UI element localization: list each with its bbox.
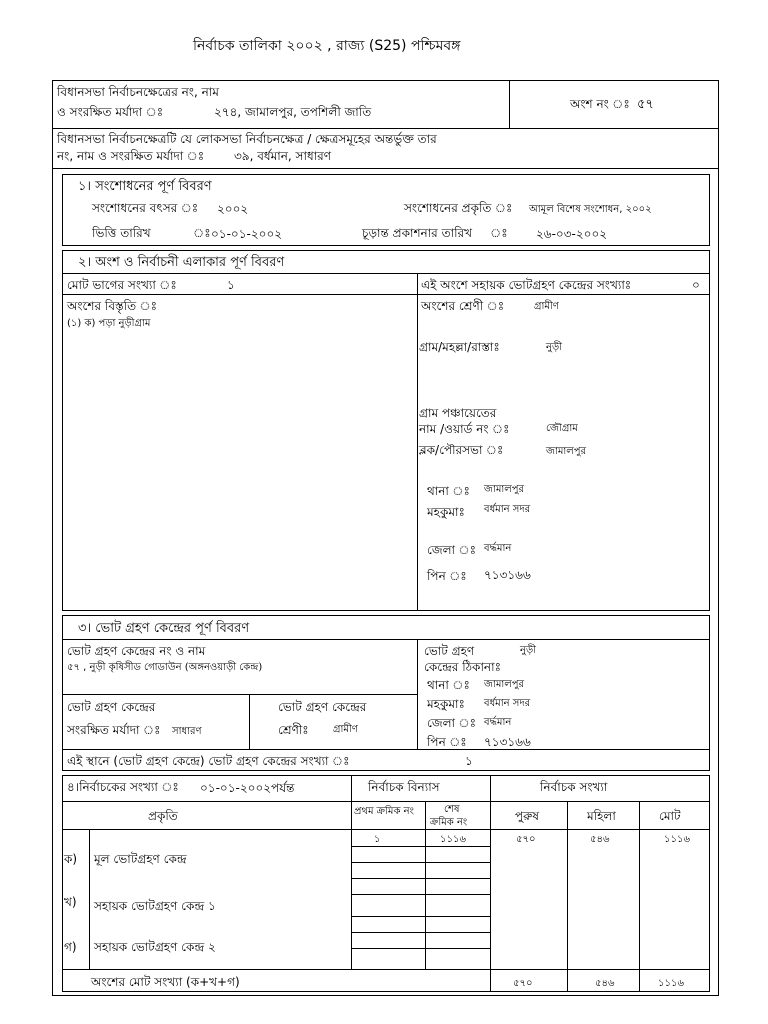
centre-subdivision-value: বর্ধমান সদর: [484, 698, 531, 709]
lok-sabha-status-label: নং, নাম ও সংরক্ষিত মর্যাদা ঃ: [57, 149, 205, 163]
part-number-label: অংশ নং ঃ: [570, 97, 630, 111]
final-publication-value: ২৬-০৩-২০০২: [536, 227, 608, 241]
category-label: অংশের শ্রেণী ঃ: [421, 299, 505, 313]
divider: [567, 801, 568, 992]
divider: [351, 878, 490, 879]
row-mark: ক): [64, 852, 78, 866]
divider: [62, 749, 710, 750]
aux-centres-value: ০: [692, 278, 700, 292]
block-label: ব্লক/পৌরসভা ঃ: [419, 443, 504, 457]
constituency-label: বিধানসভা নির্বাচনক্ষেত্রের নং, নাম: [57, 85, 219, 99]
row-name: সহায়ক ভোটগ্রহণ কেন্দ্র ২: [94, 940, 216, 954]
base-date-sep: ঃ: [193, 226, 211, 240]
panchayat-value: জৌগ্রাম: [546, 423, 578, 434]
centre-thana-label: থানা ঃ: [427, 678, 470, 692]
row-name: মূল ভোটগ্রহণ কেন্দ্র: [94, 852, 187, 866]
section2-heading: ২। অংশ ও নির্বাচনী এলাকার পূর্ণ বিবরণ: [78, 255, 285, 270]
part-number-value: ৫৭: [637, 97, 654, 112]
constituency-value: ২৭৪, জামালপুর, তপশিলী জাতি: [214, 105, 372, 119]
elector-count-head: নির্বাচক সংখ্যা: [540, 780, 608, 794]
part-total-label: অংশের মোট সংখ্যা (ক+খ+গ): [91, 975, 240, 989]
subdivision-value: বর্ধমান সদর: [484, 504, 531, 515]
divider: [351, 894, 490, 895]
part-total-total: ১১১৬: [658, 978, 684, 989]
class-value: গ্রামীণ: [333, 724, 358, 735]
centre-district-value: বর্দ্ধমান: [484, 717, 512, 728]
section2-box: [62, 250, 710, 611]
arrangement-head: নির্বাচক বিন্যাস: [368, 780, 440, 794]
village-value: নুড়ী: [546, 342, 562, 353]
row-mark: খ): [64, 895, 77, 909]
row-total: ১১১৬: [664, 834, 690, 845]
polling-centre-label: ভোট গ্রহণ কেন্দ্রের নং ও নাম: [67, 644, 206, 658]
total-parts-label: মোট ভাগের সংখ্যা ঃ: [67, 278, 177, 292]
centre-address-label-2: কেন্দ্রের ঠিকানাঃ: [424, 660, 501, 674]
divider: [351, 932, 490, 933]
extent-value: (১) ক) পড়া নুড়ীগ্রাম: [67, 318, 151, 329]
panchayat-label: গ্রাম পঞ্চায়েতের: [419, 406, 497, 420]
divider: [509, 80, 510, 129]
lok-sabha-label: বিধানসভা নির্বাচনক্ষেত্রটি যে লোকসভা নির্বাচনক্ষেত্র / ক্ষেত্রসমূহের অন্তর্ভুক্ত তার: [57, 132, 437, 146]
row-female: ৫৪৬: [590, 834, 610, 845]
last-serial-head: শেষ: [444, 804, 460, 815]
divider: [417, 273, 418, 611]
village-label: গ্রাম/মহল্লা/রাস্তাঃ: [419, 340, 500, 354]
row-mark: গ): [64, 940, 77, 954]
first-serial-head: প্রথম ক্রমিক নং: [354, 806, 414, 817]
divider: [639, 801, 640, 992]
centre-address-label: ভোট গ্রহণ: [424, 644, 475, 658]
as-of-date: ০১-০১-২০০২পর্যন্ত: [200, 781, 295, 795]
divider: [351, 846, 490, 847]
reserved-status-label: ও সংরক্ষিত মর্যাদা ঃ: [57, 105, 164, 119]
final-publication-label: চূড়ান্ত প্রকাশনার তারিখ: [362, 226, 472, 240]
base-date-label: ভিত্তি তারিখ: [92, 226, 151, 240]
extent-label: অংশের বিস্তৃতি ঃ: [67, 299, 158, 313]
centre-thana-value: জামালপুর: [484, 679, 525, 690]
divider: [351, 775, 352, 969]
row-name: সহায়ক ভোটগ্রহণ কেন্দ্র ১: [94, 899, 216, 913]
category-value: গ্রামীণ: [534, 301, 559, 312]
divider: [62, 801, 710, 802]
divider: [62, 273, 710, 274]
last-serial-head-2: ক্রমিক নং: [430, 817, 468, 828]
revision-nature-value: আমূল বিশেষ সংশোধন, ২০০২: [529, 204, 652, 215]
block-value: জামালপুর: [546, 446, 587, 457]
total-parts-value: ১: [227, 278, 235, 292]
revision-year-label: সংশোধনের বৎসর ঃ: [92, 201, 199, 215]
class-head: ভোট গ্রহণ কেন্দ্রের: [278, 700, 367, 714]
polling-centre-value: ৫৭ , নুড়ী কৃষিসীড গোডাউন (অঙ্গনওয়াড়ী কেন্দ্র): [67, 662, 263, 673]
section1-heading: ১। সংশোধনের পূর্ণ বিবরণ: [78, 179, 212, 194]
divider: [351, 862, 490, 863]
row-first-serial: ১: [374, 834, 381, 845]
revision-nature-label: সংশোধনের প্রকৃতি ঃ: [404, 201, 513, 215]
revision-year-value: ২০০২: [217, 202, 249, 216]
thana-label: থানা ঃ: [427, 484, 470, 498]
centre-pin-label: পিন ঃ: [427, 735, 467, 749]
pin-label: পিন ঃ: [427, 569, 467, 583]
lok-sabha-value: ৩৯, বর্ধমান, সাধারণ: [234, 149, 332, 163]
aux-centres-label: এই অংশে সহায়ক ভোটগ্রহণ কেন্দ্রের সংখ্যাঃ: [421, 278, 632, 292]
divider: [351, 916, 490, 917]
part-total-female: ৫৪৬: [595, 978, 615, 989]
total-head: মোট: [659, 809, 681, 823]
male-head: পুরুষ: [515, 809, 539, 823]
panchayat-ward-label: নাম /ওয়ার্ড নং ঃ: [419, 422, 510, 436]
nature-head: প্রকৃতি: [148, 809, 178, 823]
page-title: নির্বাচক তালিকা ২০০২ , রাজ্য (S25) পশ্চিমবঙ্গ: [193, 38, 461, 54]
base-date-value: ০১-০১-২০০২: [211, 227, 283, 241]
district-value: বর্দ্ধমান: [484, 543, 512, 554]
female-head: মহিলা: [587, 809, 616, 823]
centres-here-label: এই স্থানে (ভোট গ্রহণ কেন্দ্রে) ভোট গ্রহণ কেন্দ্রের সংখ্যা ঃ: [67, 754, 350, 768]
section4-heading: ৪।নির্বাচকের সংখ্যা ঃ: [67, 780, 179, 794]
divider: [417, 639, 418, 749]
row-last-serial: ১১১৬: [440, 834, 466, 845]
subdivision-label: মহকুমাঃ: [427, 505, 465, 519]
centre-address-value: নুড়ী: [520, 645, 536, 656]
final-publication-sep: ঃ: [490, 226, 508, 240]
divider: [62, 969, 710, 970]
class-label: শ্রেণীঃ: [278, 723, 309, 737]
centre-district-label: জেলা ঃ: [427, 716, 476, 730]
reserved-label: সংরক্ষিত মর্যাদা ঃ: [67, 723, 161, 737]
pin-value: ৭১৩১৬৬: [484, 568, 531, 582]
divider: [351, 948, 490, 949]
reserved-value: সাধারণ: [172, 726, 202, 737]
thana-value: জামালপুর: [484, 484, 525, 495]
centres-here-value: ১: [465, 754, 473, 768]
reserved-head: ভোট গ্রহণ কেন্দ্রের: [67, 700, 156, 714]
district-label: জেলা ঃ: [427, 543, 476, 557]
part-total-male: ৫৭০: [513, 978, 533, 989]
row-male: ৫৭০: [516, 834, 536, 845]
divider: [62, 829, 710, 830]
section3-heading: ৩। ভোট গ্রহণ কেন্দ্রের পূর্ণ বিবরণ: [78, 621, 250, 636]
divider: [490, 775, 491, 992]
centre-subdivision-label: মহকুমাঃ: [427, 697, 465, 711]
divider: [425, 801, 426, 969]
divider: [249, 694, 250, 749]
divider: [62, 694, 417, 695]
centre-pin-value: ৭১৩১৬৬: [484, 735, 531, 749]
divider: [89, 829, 90, 969]
divider: [62, 639, 710, 640]
